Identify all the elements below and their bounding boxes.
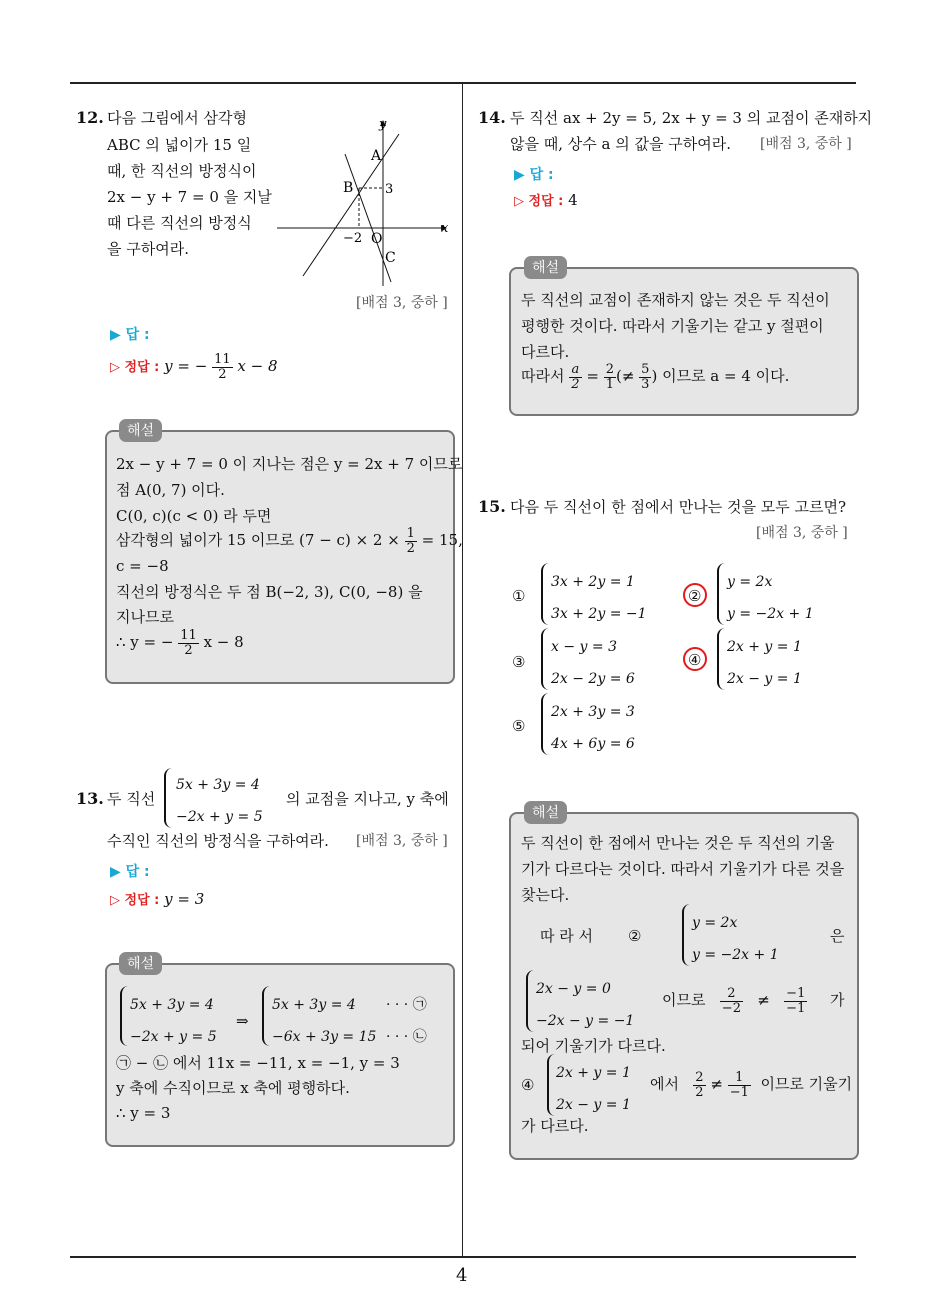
frac-numerator: 2 [720, 987, 743, 1002]
q15-sol-r1-eq-b: y = −2x + 1 [692, 947, 779, 963]
q15-sol-r1-mark: ② [628, 927, 642, 945]
q12-sol-line-1: 2x − y + 7 = 0 이 지나는 점은 y = 2x + 7 이므로 [116, 455, 463, 473]
sol-r4-text: 에서 [650, 1075, 679, 1093]
q12-correct-value: y = − [164, 357, 208, 375]
q15-option-3-brace [541, 628, 549, 690]
q14-correct-value: 4 [568, 191, 578, 209]
q15-sol-r4-mid [650, 1066, 852, 1102]
q15-option-1-eq-b: 3x + 2y = −1 [551, 606, 647, 622]
q15-option-3-eq-b: 2x − 2y = 6 [551, 671, 635, 687]
frac-denominator: −1 [729, 1084, 749, 1100]
sol-last-text: 따라서 [521, 367, 565, 385]
sol-last-text: ∴ y = − [116, 633, 174, 651]
q14-line-1: 두 직선 ax + 2y = 5, 2x + y = 3 의 교점이 존재하지 [510, 109, 873, 127]
q15-score: [배점 3, 중하 ] [756, 525, 848, 541]
q12-line-4: 2x − y + 7 = 0 을 지날 [107, 188, 272, 206]
sol-area-text: 삼각형의 넓이가 15 이므로 (7 − c) × 2 × [116, 531, 400, 549]
point-b-label: B [343, 180, 354, 196]
q14-answer-label: ▶ 답 : [514, 167, 554, 183]
equals-sign: = [586, 367, 599, 385]
q12-sol-line-6: 직선의 방정식은 두 점 B(−2, 3), C(0, −8) 을 [116, 583, 423, 601]
q15-option-4-eq-a: 2x + y = 1 [727, 639, 802, 655]
neq-sign: ≠ [710, 1075, 723, 1093]
frac-5-over-3 [639, 363, 651, 392]
q14-line-2: 않을 때, 상수 a 의 값을 구하여라. [510, 135, 731, 153]
q15-option-4-selected-circle [683, 647, 707, 671]
q15-sol-r1-eq-a: y = 2x [692, 915, 738, 931]
q12-sol-line-2: 점 A(0, 7) 이다. [116, 481, 225, 499]
q15-line-1: 다음 두 직선이 한 점에서 만나는 것을 모두 고르면? [510, 498, 846, 516]
q13-pre: 두 직선 [107, 790, 156, 808]
q12-correct-tail: x − 8 [237, 357, 278, 375]
y-label: y [379, 117, 387, 132]
q12-correct [110, 348, 278, 386]
q15-sol-r4-eq-b: 2x − y = 1 [556, 1097, 631, 1113]
q15-sol-r2-post: 가 [830, 991, 845, 1009]
frac-numerator: 11 [180, 627, 197, 643]
q15-sol-r4-mark: ④ [521, 1076, 535, 1094]
q15-option-2-mark[interactable]: ② [688, 587, 702, 605]
q15-option-5-mark[interactable]: ⑤ [512, 717, 526, 735]
frac-denominator: −1 [786, 1000, 806, 1016]
q15-solution-tag: 해설 [524, 801, 567, 824]
q12-solution-tag: 해설 [119, 419, 162, 442]
q12-line-5: 때 다른 직선의 방정식 [107, 214, 252, 232]
q12-answer-label: ▶ 답 : [110, 327, 150, 343]
q12-correct-frac [212, 353, 233, 382]
q15-option-2-eq-a: y = 2x [727, 574, 773, 590]
q15-option-4-mark[interactable]: ④ [688, 651, 702, 669]
q13-sol-line-1: ㉠ − ㉡ 에서 11x = −11, x = −1, y = 3 [116, 1054, 400, 1072]
sol-area-tail: = 15, [421, 531, 463, 549]
point-a-label: A [371, 148, 382, 164]
q14-solution-tag: 해설 [524, 256, 567, 279]
q14-sol-line-1: 두 직선의 교점이 존재하지 않는 것은 두 직선이 [521, 291, 830, 309]
q13-sol-arrow: ⇒ [236, 1012, 249, 1030]
q13-correct-value: y = 3 [164, 890, 205, 908]
origin-label: O [371, 231, 383, 247]
q15-option-5-eq-b: 4x + 6y = 6 [551, 736, 635, 752]
q13-sol-mark-2: · · · ㉡ [386, 1029, 427, 1045]
q12-sol-last [116, 624, 244, 660]
q15-sol-r2-brace [526, 970, 534, 1032]
tick-3-label: 3 [385, 182, 394, 197]
q15-sol-r2-eq-a: 2x − y = 0 [536, 981, 611, 997]
q15-sol-line-1: 두 직선이 한 점에서 만나는 것은 두 직선의 기울 [521, 834, 835, 852]
q15-option-5-eq-a: 2x + 3y = 3 [551, 704, 635, 720]
q15-option-4-brace [717, 628, 725, 690]
q15-sol-r5: 가 다르다. [521, 1117, 589, 1135]
frac-numerator: a [569, 363, 581, 378]
q12-line-1: 다음 그림에서 삼각형 [107, 109, 247, 127]
q15-sol-r3: 되어 기울기가 다르다. [521, 1037, 666, 1055]
neq-sign: ≠ [757, 991, 770, 1009]
frac-denominator: 2 [406, 540, 415, 556]
q14-sol-line-3: 다르다. [521, 343, 570, 361]
q15-sol-r4-brace [547, 1054, 555, 1116]
column-divider [462, 84, 463, 1256]
q13-solution-tag: 해설 [119, 952, 162, 975]
q15-option-3-mark[interactable]: ③ [512, 653, 526, 671]
sol-last-tail: x − 8 [203, 633, 244, 651]
sol-last-tail: ) 이므로 a = 4 이다. [651, 367, 790, 385]
frac-numerator: 5 [641, 361, 650, 377]
frac-a-over-2 [569, 363, 581, 392]
frac-minus1-over-minus1 [784, 987, 807, 1016]
sol-last-frac [178, 629, 199, 658]
q13-sol-sys2a: 5x + 3y = 4 [272, 997, 356, 1013]
page-number: 4 [456, 1265, 468, 1286]
q13-correct-label: ▷ 정답 : [110, 893, 160, 908]
q13-sys-1: 5x + 3y = 4 [176, 777, 260, 793]
q14-sol-line-2: 평행한 것이다. 따라서 기울기는 같고 y 절편이 [521, 317, 824, 335]
q13-score: [배점 3, 중하 ] [356, 833, 448, 849]
tick-minus2-label: −2 [343, 231, 363, 246]
frac-1-over-minus1 [728, 1071, 751, 1100]
q12-line-3: 때, 한 직선의 방정식이 [107, 162, 257, 180]
frac-2-over-2 [693, 1071, 705, 1100]
q15-option-5-brace [541, 693, 549, 755]
q12-sol-line-7: 지나므로 [116, 608, 174, 626]
q15-option-2-brace [717, 563, 725, 625]
q13-sol-line-3: ∴ y = 3 [116, 1104, 171, 1122]
frac-denominator: 1 [605, 376, 614, 392]
frac-2-over-1 [604, 363, 616, 392]
q14-correct [514, 190, 578, 212]
x-label: x [441, 221, 449, 236]
neq-open: (≠ [615, 367, 635, 385]
q15-option-1-mark[interactable]: ① [512, 587, 526, 605]
frac-denominator: −2 [721, 1000, 741, 1016]
q12-sol-line-5: c = −8 [116, 557, 169, 575]
q15-sol-r1-post: 은 [830, 927, 845, 945]
frac-denominator: 3 [641, 376, 650, 392]
q15-sol-r4-eq-a: 2x + y = 1 [556, 1065, 631, 1081]
q12-correct-label: ▷ 정답 : [110, 360, 160, 375]
frac-denominator: 2 [184, 642, 193, 658]
q13-sol-brace-1 [120, 986, 128, 1046]
frac-numerator: 11 [214, 351, 231, 367]
frac-numerator: −1 [786, 985, 806, 1001]
frac-numerator: 2 [695, 1069, 704, 1085]
q13-brace [164, 768, 172, 828]
point-c-label: C [385, 250, 396, 266]
q15-sol-r2-mid [662, 982, 807, 1018]
q15-sol-r2-eq-b: −2x − y = −1 [536, 1013, 635, 1029]
frac-denominator: 2 [218, 366, 227, 382]
q15-option-2-selected-circle [683, 583, 707, 607]
frac-2-over-minus2 [720, 987, 743, 1016]
q15-number: 15. [478, 497, 506, 516]
q15-option-4-eq-b: 2x − y = 1 [727, 671, 802, 687]
q13-post: 의 교점을 지나고, y 축에 [286, 790, 449, 808]
q13-sol-brace-2 [262, 986, 270, 1046]
q13-sol-sys1a: 5x + 3y = 4 [130, 997, 214, 1013]
q14-correct-label: ▷ 정답 : [514, 194, 564, 209]
q13-sol-mark-1: · · · ㉠ [386, 997, 427, 1013]
q12-line-2: ABC 의 넓이가 15 일 [107, 136, 252, 154]
frac-denominator: 2 [571, 376, 580, 392]
frac-denominator: 2 [695, 1084, 704, 1100]
sol-r4-tail: 이므로 기울기 [760, 1075, 853, 1093]
q12-graph [275, 110, 455, 290]
q12-score: [배점 3, 중하 ] [356, 295, 448, 311]
q13-line-2: 수직인 직선의 방정식을 구하여라. [107, 832, 329, 850]
q13-correct [110, 889, 204, 911]
q12-number: 12. [76, 108, 104, 127]
q13-sys-2: −2x + y = 5 [176, 809, 263, 825]
q12-line-6: 을 구하여라. [107, 240, 189, 258]
q15-sol-line-3: 찾는다. [521, 886, 570, 904]
q14-score: [배점 3, 중하 ] [760, 136, 852, 152]
q14-sol-last [521, 358, 789, 394]
q13-number: 13. [76, 789, 104, 808]
q14-number: 14. [478, 108, 506, 127]
sol-area-frac [405, 527, 417, 556]
bottom-rule [70, 1256, 856, 1258]
q15-sol-r1-pre: 따 라 서 [540, 927, 594, 945]
q12-sol-area [116, 522, 463, 558]
q15-option-2-eq-b: y = −2x + 1 [727, 606, 814, 622]
q15-option-3-eq-a: x − y = 3 [551, 639, 617, 655]
q15-option-1-brace [541, 563, 549, 625]
frac-numerator: 2 [605, 361, 614, 377]
q13-answer-label: ▶ 답 : [110, 864, 150, 880]
frac-numerator: 1 [406, 525, 415, 541]
q13-sol-sys2b: −6x + 3y = 15 [272, 1029, 377, 1045]
q13-sol-sys1b: −2x + y = 5 [130, 1029, 217, 1045]
q15-sol-line-2: 기가 다르다는 것이다. 따라서 기울기가 다른 것을 [521, 860, 845, 878]
q12-sol-line-3: C(0, c)(c < 0) 라 두면 [116, 507, 272, 525]
q13-sol-line-2: y 축에 수직이므로 x 축에 평행하다. [116, 1079, 350, 1097]
q15-sol-r1-brace [682, 904, 690, 966]
q15-option-1-eq-a: 3x + 2y = 1 [551, 574, 635, 590]
frac-numerator: 1 [728, 1071, 751, 1086]
sol-r2-text: 이므로 [662, 991, 706, 1009]
top-rule [70, 82, 856, 84]
